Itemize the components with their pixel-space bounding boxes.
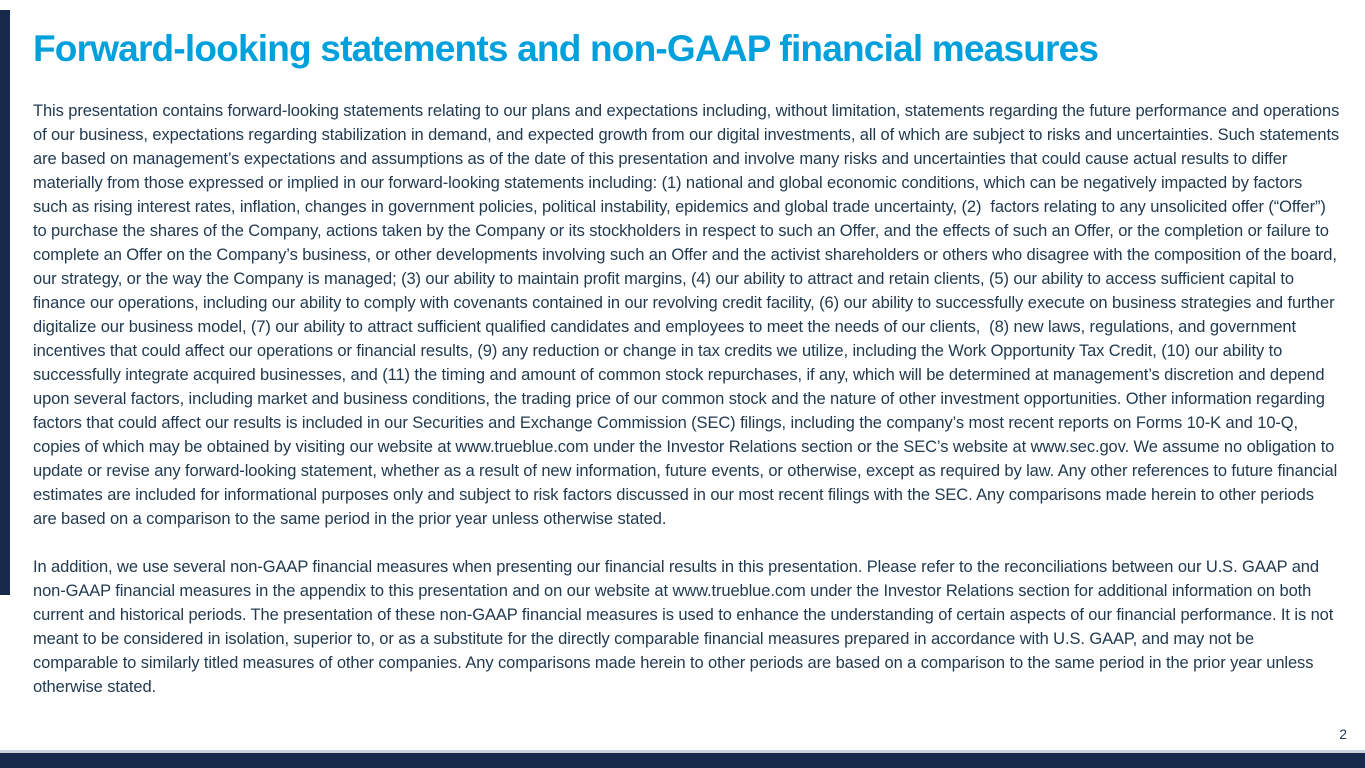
slide-title: Forward-looking statements and non-GAAP financial measures (33, 28, 1099, 69)
bottom-accent-bar (0, 750, 1365, 768)
left-accent-bar (0, 10, 10, 595)
forward-looking-statements-paragraph: This presentation contains forward-looking statements relating to our plans and expectations including, without limitation, statements regarding the future performance and operations of our business, expectations regarding stabilization in demand, and expected growth from our digital investments, all of which are subject to risks and uncertainties. Such statements are based on management’s expectations and assumptions as of the date of this presentation and involve many risks and uncertainties that could cause actual results to differ materially from those expressed or implied in our forward-looking statements including: (1) national and global economic conditions, which can be negatively impacted by factors such as rising interest rates, inflation, changes in government policies, political instability, epidemics and global trade uncertainty, (2) factors relating to any unsolicited offer (“Offer”) to purchase the shares of the Company, actions taken by the Company or its stockholders in respect to such an Offer, and the effects of such an Offer, or the completion or failure to complete an Offer on the Company’s business, or other developments involving such an Offer and the activist shareholders or others who disagree with the composition of the board, our strategy, or the way the Company is managed; (3) our ability to maintain profit margins, (4) our ability to attract and retain clients, (5) our ability to access sufficient capital to finance our operations, including our ability to comply with covenants contained in our revolving credit facility, (6) our ability to successfully execute on business strategies and further digitalize our business model, (7) our ability to attract sufficient qualified candidates and employees to meet the needs of our clients, (8) new laws, regulations, and government incentives that could affect our operations or financial results, (9) any reduction or change in tax credits we utilize, including the Work Opportunity Tax Credit, (10) our ability to successfully integrate acquired businesses, and (11) the timing and amount of common stock repurchases, if any, which will be determined at management’s discretion and depend upon several factors, including market and business conditions, the trading price of our common stock and the nature of other investment opportunities. Other information regarding factors that could affect our results is included in our Securities and Exchange Commission (SEC) filings, including the company’s most recent reports on Forms 10-K and 10-Q, copies of which may be obtained by visiting our website at www.trueblue.com under the Investor Relations section or the SEC’s website at www.sec.gov. We assume no obligation to update or revise any forward-looking statement, whether as a result of new information, future events, or otherwise, except as required by law. Any other references to future financial estimates are included for informational purposes only and subject to risk factors discussed in our most recent filings with the SEC. Any comparisons made herein to other periods are based on a comparison to the same period in the prior year unless otherwise stated. (33, 102, 1344, 528)
page-number: 2 (1339, 726, 1347, 742)
non-gaap-measures-paragraph: In addition, we use several non-GAAP financial measures when presenting our financial results in this presentation. Please refer to the reconciliations between our U.S. GAAP and non-GAAP financial measures in the appendix to this presentation and on our website at www.trueblue.com under the Investor Relations section for additional information on both current and historical periods. The presentation of these non-GAAP financial measures is used to enhance the understanding of certain aspects of our financial performance. It is not meant to be considered in isolation, superior to, or as a substitute for the directly comparable financial measures prepared in accordance with U.S. GAAP, and may not be comparable to similarly titled measures of other companies. Any comparisons made herein to other periods are based on a comparison to the same period in the prior year unless otherwise stated. (33, 558, 1338, 696)
disclaimer-body (33, 99, 1344, 699)
